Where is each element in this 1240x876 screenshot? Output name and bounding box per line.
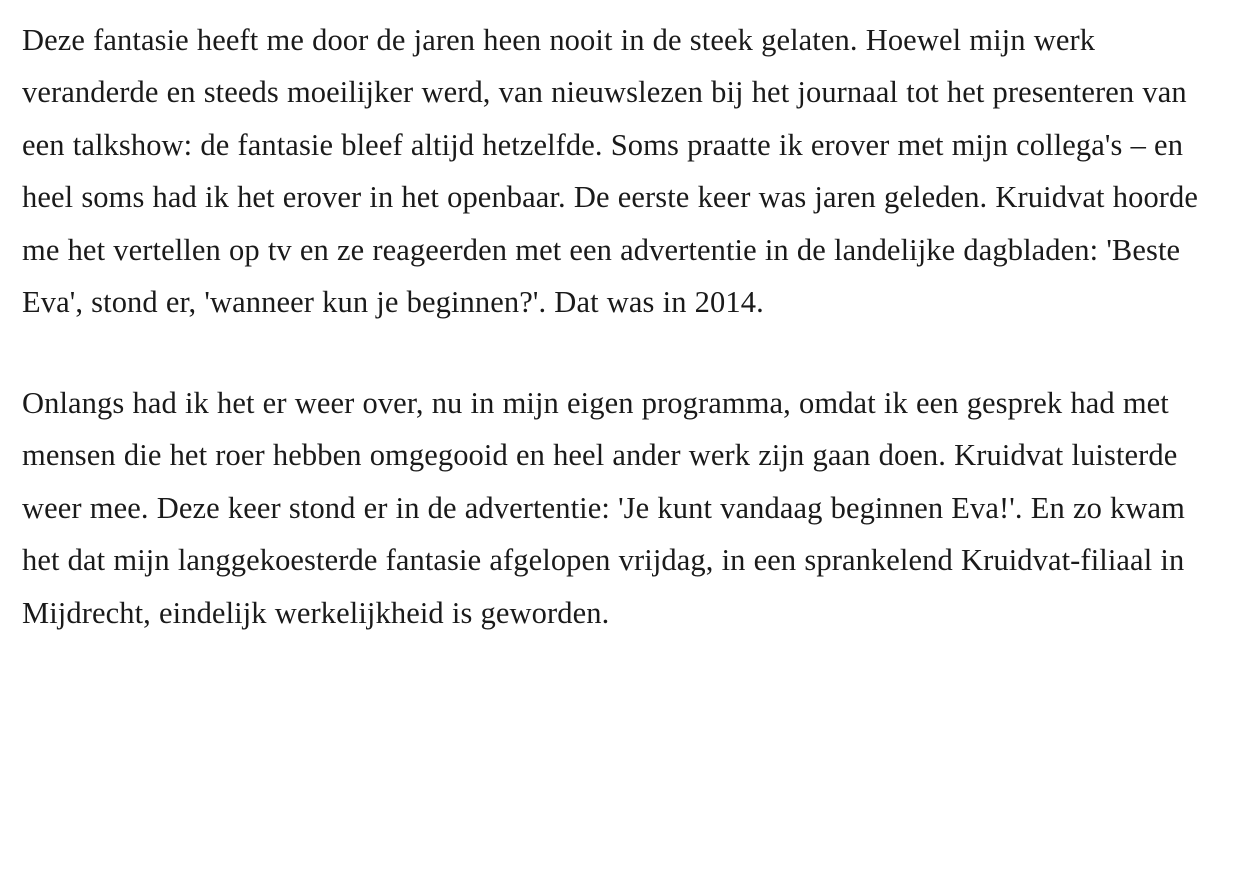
paragraph-1: Deze fantasie heeft me door de jaren heen nooit in de steek gelaten. Hoewel mijn werk veranderde en steeds moeilijker werd, van nieuwslezen bij het journaal tot het presenteren van een talkshow: de fantasie bleef altijd hetzelfde. Soms praatte ik erover met mijn collega's – en heel soms had ik het erover in het openbaar. De eerste keer was jaren geleden. Kruidvat hoorde me het vertellen op tv en ze reageerden met een advertentie in de landelijke dagbladen: 'Beste Eva', stond er, 'wanneer kun je beginnen?'. Dat was in 2014.	[22, 23, 1199, 320]
paragraph-2: Onlangs had ik het er weer over, nu in mijn eigen programma, omdat ik een gesprek had met mensen die het roer hebben omgegooid en heel ander werk zijn gaan doen. Kruidvat luisterde weer mee. Deze keer stond er in de advertentie: 'Je kunt vandaag beginnen Eva!'. En zo kwam het dat mijn langgekoesterde fantasie afgelopen vrijdag, in een sprankelend Kruidvat-filiaal in Mijdrecht, eindelijk werkelijkheid is geworden.	[22, 385, 1185, 630]
